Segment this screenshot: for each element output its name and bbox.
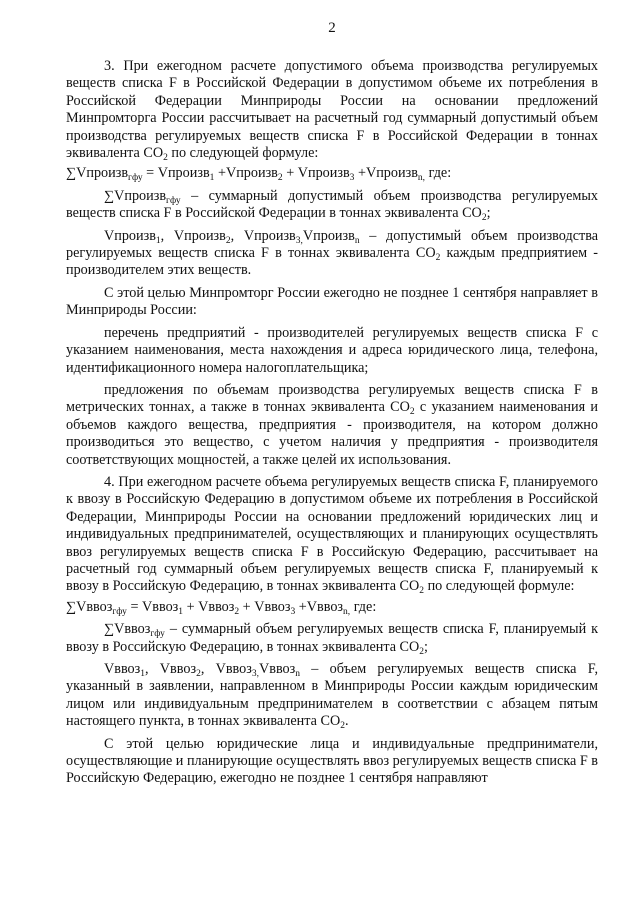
definition-production-items: Vпроизв$_1$, Vпроизв$_2$, Vпроизв$_{3,}$Vпроизв$_n$ – допустимый объем производства регулируемых веществ списка F в тоннах эквивалента $CO_2$ каждым предприятием - производителем этих веществ. [66,227,598,279]
definition-import-items: Vввоз$_1$, Vввоз$_2$, Vввоз$_{3,}$Vввоз$_n$ – объем регулируемых веществ списка F, указанный в заявлении, направленном в Минприроды России каждым юридическим лицом или индивидуальным предпринимателем в соответствии с абзацем пятым настоящего пункта, в тоннах эквивалента $CO_2$. [66,661,599,732]
formula-import: ∑Vввоз$_{гфу}$ = Vввоз$_1$ + Vввоз$_2$ + Vввоз$_3$ +Vввоз$_{n,}$ где: [66,598,377,617]
formula-production: ∑Vпроизв$_{гфу}$ = Vпроизв$_1$ +Vпроизв$_2$ + Vпроизв$_3$ +Vпроизв$_{n,}$ где: [66,165,452,184]
paragraph-enterprise-list: перечень предприятий - производителей регулируемых веществ списка F с указанием наименования, места нахождения и адреса юридического лица, телефона, идентификационного номера налогоплательщика; [66,324,598,376]
paragraph-importers-deadline: С этой целью юридические лица и индивидуальные предприниматели, осуществляющие и планирующие осуществлять ввоз регулируемых веществ списка F в Российскую Федерацию, ежегодно не позднее 1 сентября направляют [66,735,598,787]
paragraph-minpromtorg-deadline: С этой целью Минпромторг России ежегодно не позднее 1 сентября направляет в Минприроды России: [66,284,598,319]
paragraph-production-proposals: предложения по объемам производства регулируемых веществ списка F в метрических тоннах, а также в тоннах эквивалента $CO_2$ с указанием наименования и объемов каждого вещества, предприятия - производителя, на котором должно производиться это вещество, с учетом наличия у предприятия - производителя соответствующих мощностей, а также целей их использования. [66,381,598,468]
paragraph-4: 4. При ежегодном расчете объема регулируемых веществ списка F, планируемого к ввозу в Российскую Федерацию в допустимом объеме их потребления в Российской Федерации, Минприроды России на основании предложений юридических лиц и индивидуальных предпринимателей, осуществляющих и планирующих осуществлять ввоз регулируемых веществ списка F в Российскую Федерацию, рассчитывает на расчетный год суммарный объем регулируемых веществ списка F, планируемый к ввозу в Российскую Федерацию, в тоннах эквивалента $CO_2$ по следующей формуле: [66,473,598,597]
paragraph-3: 3. При ежегодном расчете допустимого объема производства регулируемых веществ списка F в Российской Федерации в допустимом объеме их потребления в Российской Федерации Минприроды России на основании предложений Минпромторга России рассчитывает на расчетный год суммарный допустимый объем производства регулируемых веществ списка F в Российской Федерации в тоннах эквивалента $CO_2$ по следующей формуле: [66,58,598,164]
definition-sum-import: ∑Vввоз$_{гфу}$ – суммарный объем регулируемых веществ списка F, планируемый к ввозу в Российскую Федерацию, в тоннах эквивалента $CO_2$; [66,621,598,657]
definition-sum-production: ∑Vпроизв$_{гфу}$ – суммарный допустимый объем производства регулируемых веществ списка F в Российской Федерации в тоннах эквивалента $CO_2$; [66,187,598,224]
page-number: 2 [328,20,336,36]
